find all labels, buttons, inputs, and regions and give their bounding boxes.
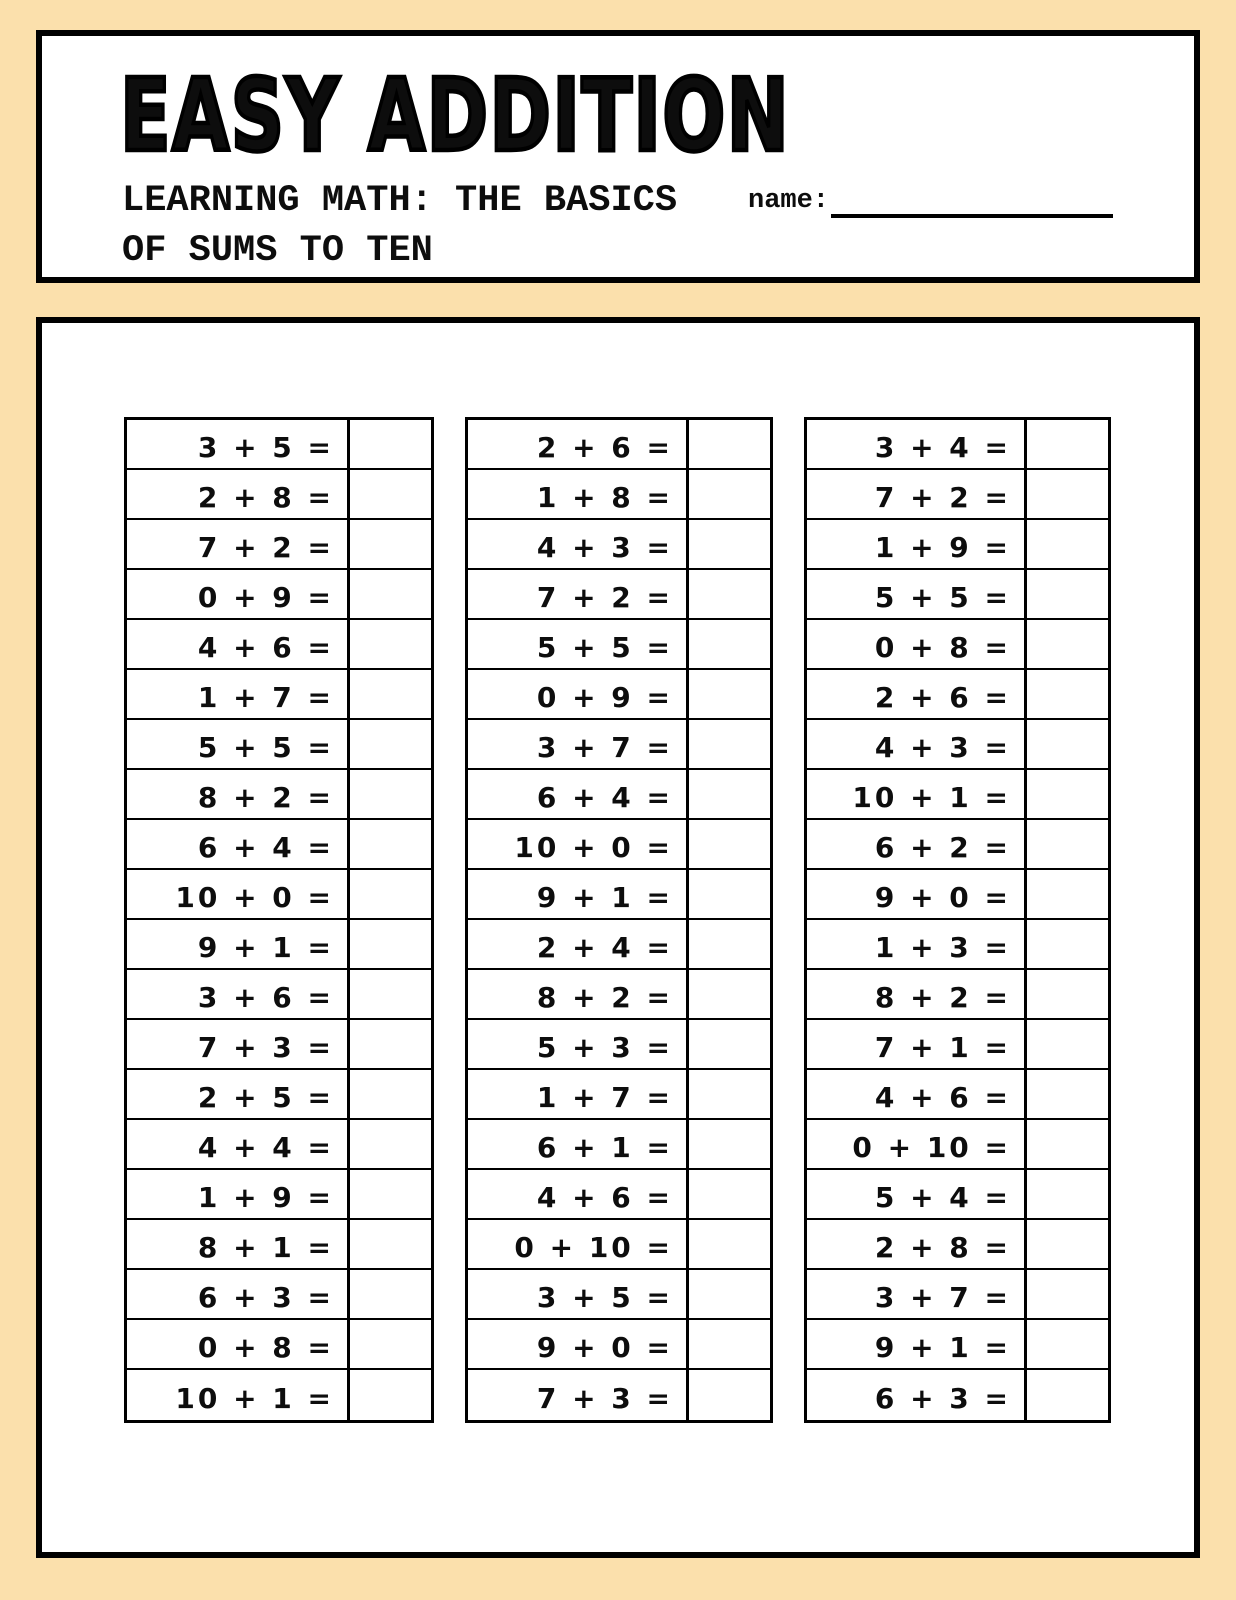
problem-row: [127, 1370, 431, 1420]
answer-box[interactable]: [689, 970, 770, 1018]
problem-text: 9 + 1 =: [807, 1320, 1027, 1368]
problem-text: 9 + 1 =: [127, 920, 350, 968]
answer-box[interactable]: [350, 1170, 431, 1218]
answer-box[interactable]: [350, 1320, 431, 1368]
answer-box[interactable]: [1027, 620, 1108, 668]
answer-box[interactable]: [350, 820, 431, 868]
problem-text: 4 + 3 =: [807, 720, 1027, 768]
problem-row: [807, 770, 1108, 820]
problem-text: 2 + 8 =: [127, 470, 350, 518]
problem-row: [127, 670, 431, 720]
problem-text: 2 + 4 =: [468, 920, 689, 968]
problem-row: [807, 920, 1108, 970]
answer-box[interactable]: [689, 620, 770, 668]
problem-row: [468, 920, 770, 970]
answer-box[interactable]: [689, 1370, 770, 1420]
problem-text: 7 + 2 =: [807, 470, 1027, 518]
problem-row: [807, 870, 1108, 920]
problem-row: [807, 1320, 1108, 1370]
problem-row: [127, 1170, 431, 1220]
answer-box[interactable]: [689, 470, 770, 518]
problem-text: 0 + 10 =: [468, 1220, 689, 1268]
answer-box[interactable]: [1027, 420, 1108, 468]
problem-row: [127, 1320, 431, 1370]
answer-box[interactable]: [350, 670, 431, 718]
answer-box[interactable]: [1027, 470, 1108, 518]
problem-text: 4 + 6 =: [468, 1170, 689, 1218]
problem-text: 0 + 9 =: [127, 570, 350, 618]
problem-row: [468, 470, 770, 520]
problem-row: [468, 570, 770, 620]
problem-row: [127, 1270, 431, 1320]
answer-box[interactable]: [689, 520, 770, 568]
answer-box[interactable]: [689, 570, 770, 618]
problem-row: [468, 770, 770, 820]
problem-row: [127, 620, 431, 670]
answer-box[interactable]: [689, 1320, 770, 1368]
answer-box[interactable]: [350, 470, 431, 518]
problem-row: [807, 970, 1108, 1020]
answer-box[interactable]: [1027, 1320, 1108, 1368]
answer-box[interactable]: [350, 1370, 431, 1420]
problem-text: 7 + 2 =: [468, 570, 689, 618]
problem-row: [468, 870, 770, 920]
problems-table-2: [465, 417, 773, 1423]
problem-text: 5 + 4 =: [807, 1170, 1027, 1218]
answer-box[interactable]: [350, 770, 431, 818]
answer-box[interactable]: [689, 1270, 770, 1318]
page-title: EASY ADDITION: [120, 57, 791, 174]
problem-text: 9 + 1 =: [468, 870, 689, 918]
answer-box[interactable]: [350, 1070, 431, 1118]
problem-text: 1 + 7 =: [127, 670, 350, 718]
problem-row: [127, 770, 431, 820]
problem-text: 3 + 5 =: [468, 1270, 689, 1318]
answer-box[interactable]: [350, 1020, 431, 1068]
problem-row: [807, 820, 1108, 870]
answer-box[interactable]: [689, 920, 770, 968]
problem-row: [468, 1020, 770, 1070]
header-panel: [36, 30, 1200, 283]
problem-text: 7 + 3 =: [468, 1370, 689, 1420]
answer-box[interactable]: [1027, 1020, 1108, 1068]
answer-box[interactable]: [689, 770, 770, 818]
problem-text: 1 + 7 =: [468, 1070, 689, 1118]
answer-box[interactable]: [689, 1020, 770, 1068]
problem-row: [127, 870, 431, 920]
problem-row: [468, 1370, 770, 1420]
subtitle-line-2: OF SUMS TO TEN: [122, 230, 433, 272]
answer-box[interactable]: [689, 720, 770, 768]
problem-text: 5 + 5 =: [807, 570, 1027, 618]
problem-row: [127, 720, 431, 770]
answer-box[interactable]: [1027, 920, 1108, 968]
problem-text: 7 + 3 =: [127, 1020, 350, 1068]
answer-box[interactable]: [689, 670, 770, 718]
problem-row: [468, 970, 770, 1020]
answer-box[interactable]: [689, 420, 770, 468]
problem-row: [127, 920, 431, 970]
answer-box[interactable]: [689, 1120, 770, 1168]
problem-text: 0 + 8 =: [127, 1320, 350, 1368]
problem-row: [468, 820, 770, 870]
problem-text: 10 + 1 =: [807, 770, 1027, 818]
problem-row: [127, 970, 431, 1020]
answer-box[interactable]: [350, 570, 431, 618]
problem-row: [807, 1170, 1108, 1220]
answer-box[interactable]: [1027, 720, 1108, 768]
problem-text: 6 + 2 =: [807, 820, 1027, 868]
problem-row: [807, 670, 1108, 720]
answer-box[interactable]: [689, 1170, 770, 1218]
problem-row: [468, 1320, 770, 1370]
answer-box[interactable]: [350, 520, 431, 568]
problem-row: [807, 1220, 1108, 1270]
problem-text: 3 + 5 =: [127, 420, 350, 468]
answer-box[interactable]: [350, 1220, 431, 1268]
problem-text: 10 + 0 =: [468, 820, 689, 868]
problem-row: [127, 520, 431, 570]
answer-box[interactable]: [350, 620, 431, 668]
problem-text: 4 + 3 =: [468, 520, 689, 568]
problem-row: [468, 670, 770, 720]
problem-row: [807, 1370, 1108, 1420]
problem-text: 8 + 2 =: [807, 970, 1027, 1018]
problem-text: 5 + 3 =: [468, 1020, 689, 1068]
problem-row: [807, 620, 1108, 670]
problem-row: [468, 520, 770, 570]
answer-box[interactable]: [1027, 1370, 1108, 1420]
problem-row: [807, 570, 1108, 620]
problem-text: 2 + 5 =: [127, 1070, 350, 1118]
problem-text: 3 + 6 =: [127, 970, 350, 1018]
problem-row: [127, 470, 431, 520]
answer-box[interactable]: [1027, 1220, 1108, 1268]
answer-box[interactable]: [350, 920, 431, 968]
problem-text: 4 + 4 =: [127, 1120, 350, 1168]
problem-row: [127, 1220, 431, 1270]
problem-row: [468, 420, 770, 470]
name-input-line[interactable]: [831, 190, 1113, 218]
problem-row: [807, 420, 1108, 470]
problem-text: 3 + 7 =: [468, 720, 689, 768]
answer-box[interactable]: [1027, 570, 1108, 618]
problem-row: [807, 520, 1108, 570]
problems-table-1: [124, 417, 434, 1423]
problem-row: [127, 420, 431, 470]
answer-box[interactable]: [1027, 1120, 1108, 1168]
name-label: name:: [748, 186, 830, 216]
problem-row: [127, 1120, 431, 1170]
problem-text: 1 + 9 =: [127, 1170, 350, 1218]
problem-text: 9 + 0 =: [807, 870, 1027, 918]
problem-text: 2 + 6 =: [468, 420, 689, 468]
answer-box[interactable]: [350, 1120, 431, 1168]
problem-text: 5 + 5 =: [127, 720, 350, 768]
problem-text: 5 + 5 =: [468, 620, 689, 668]
worksheet-panel: [36, 317, 1200, 1558]
problem-text: 2 + 6 =: [807, 670, 1027, 718]
answer-box[interactable]: [689, 870, 770, 918]
problem-row: [468, 620, 770, 670]
answer-box[interactable]: [689, 1070, 770, 1118]
problem-row: [468, 1170, 770, 1220]
subtitle-line-1: LEARNING MATH: THE BASICS: [122, 180, 678, 222]
problem-row: [127, 1070, 431, 1120]
problem-text: 1 + 3 =: [807, 920, 1027, 968]
answer-box[interactable]: [350, 870, 431, 918]
problem-text: 6 + 4 =: [468, 770, 689, 818]
answer-box[interactable]: [350, 720, 431, 768]
problem-row: [468, 1270, 770, 1320]
problems-table-3: [804, 417, 1111, 1423]
page-subtitle: [122, 176, 677, 276]
problem-text: 0 + 9 =: [468, 670, 689, 718]
problem-text: 10 + 1 =: [127, 1370, 350, 1420]
problem-text: 1 + 8 =: [468, 470, 689, 518]
problem-text: 9 + 0 =: [468, 1320, 689, 1368]
problem-row: [807, 470, 1108, 520]
problem-row: [127, 1020, 431, 1070]
problem-text: 10 + 0 =: [127, 870, 350, 918]
answer-box[interactable]: [1027, 520, 1108, 568]
problem-text: 4 + 6 =: [807, 1070, 1027, 1118]
problem-row: [468, 1070, 770, 1120]
problem-row: [468, 720, 770, 770]
answer-box[interactable]: [350, 1270, 431, 1318]
problem-text: 6 + 3 =: [807, 1370, 1027, 1420]
problem-row: [468, 1220, 770, 1270]
answer-box[interactable]: [1027, 820, 1108, 868]
problem-text: 2 + 8 =: [807, 1220, 1027, 1268]
answer-box[interactable]: [689, 1220, 770, 1268]
answer-box[interactable]: [350, 420, 431, 468]
problem-row: [807, 1020, 1108, 1070]
answer-box[interactable]: [1027, 1170, 1108, 1218]
problem-text: 6 + 3 =: [127, 1270, 350, 1318]
problem-row: [807, 720, 1108, 770]
answer-box[interactable]: [1027, 670, 1108, 718]
problem-text: 1 + 9 =: [807, 520, 1027, 568]
problem-text: 8 + 2 =: [127, 770, 350, 818]
answer-box[interactable]: [350, 970, 431, 1018]
problem-text: 4 + 6 =: [127, 620, 350, 668]
problem-row: [807, 1120, 1108, 1170]
answer-box[interactable]: [1027, 770, 1108, 818]
answer-box[interactable]: [1027, 970, 1108, 1018]
problem-text: 3 + 7 =: [807, 1270, 1027, 1318]
answer-box[interactable]: [1027, 1270, 1108, 1318]
problem-text: 3 + 4 =: [807, 420, 1027, 468]
problem-row: [807, 1070, 1108, 1120]
problem-row: [127, 570, 431, 620]
answer-box[interactable]: [689, 820, 770, 868]
problem-row: [468, 1120, 770, 1170]
problem-text: 8 + 2 =: [468, 970, 689, 1018]
answer-box[interactable]: [1027, 870, 1108, 918]
problem-text: 8 + 1 =: [127, 1220, 350, 1268]
problem-text: 7 + 1 =: [807, 1020, 1027, 1068]
problem-text: 0 + 10 =: [807, 1120, 1027, 1168]
problem-text: 7 + 2 =: [127, 520, 350, 568]
problem-text: 6 + 1 =: [468, 1120, 689, 1168]
problem-text: 6 + 4 =: [127, 820, 350, 868]
problem-row: [127, 820, 431, 870]
problem-row: [807, 1270, 1108, 1320]
problem-text: 0 + 8 =: [807, 620, 1027, 668]
answer-box[interactable]: [1027, 1070, 1108, 1118]
